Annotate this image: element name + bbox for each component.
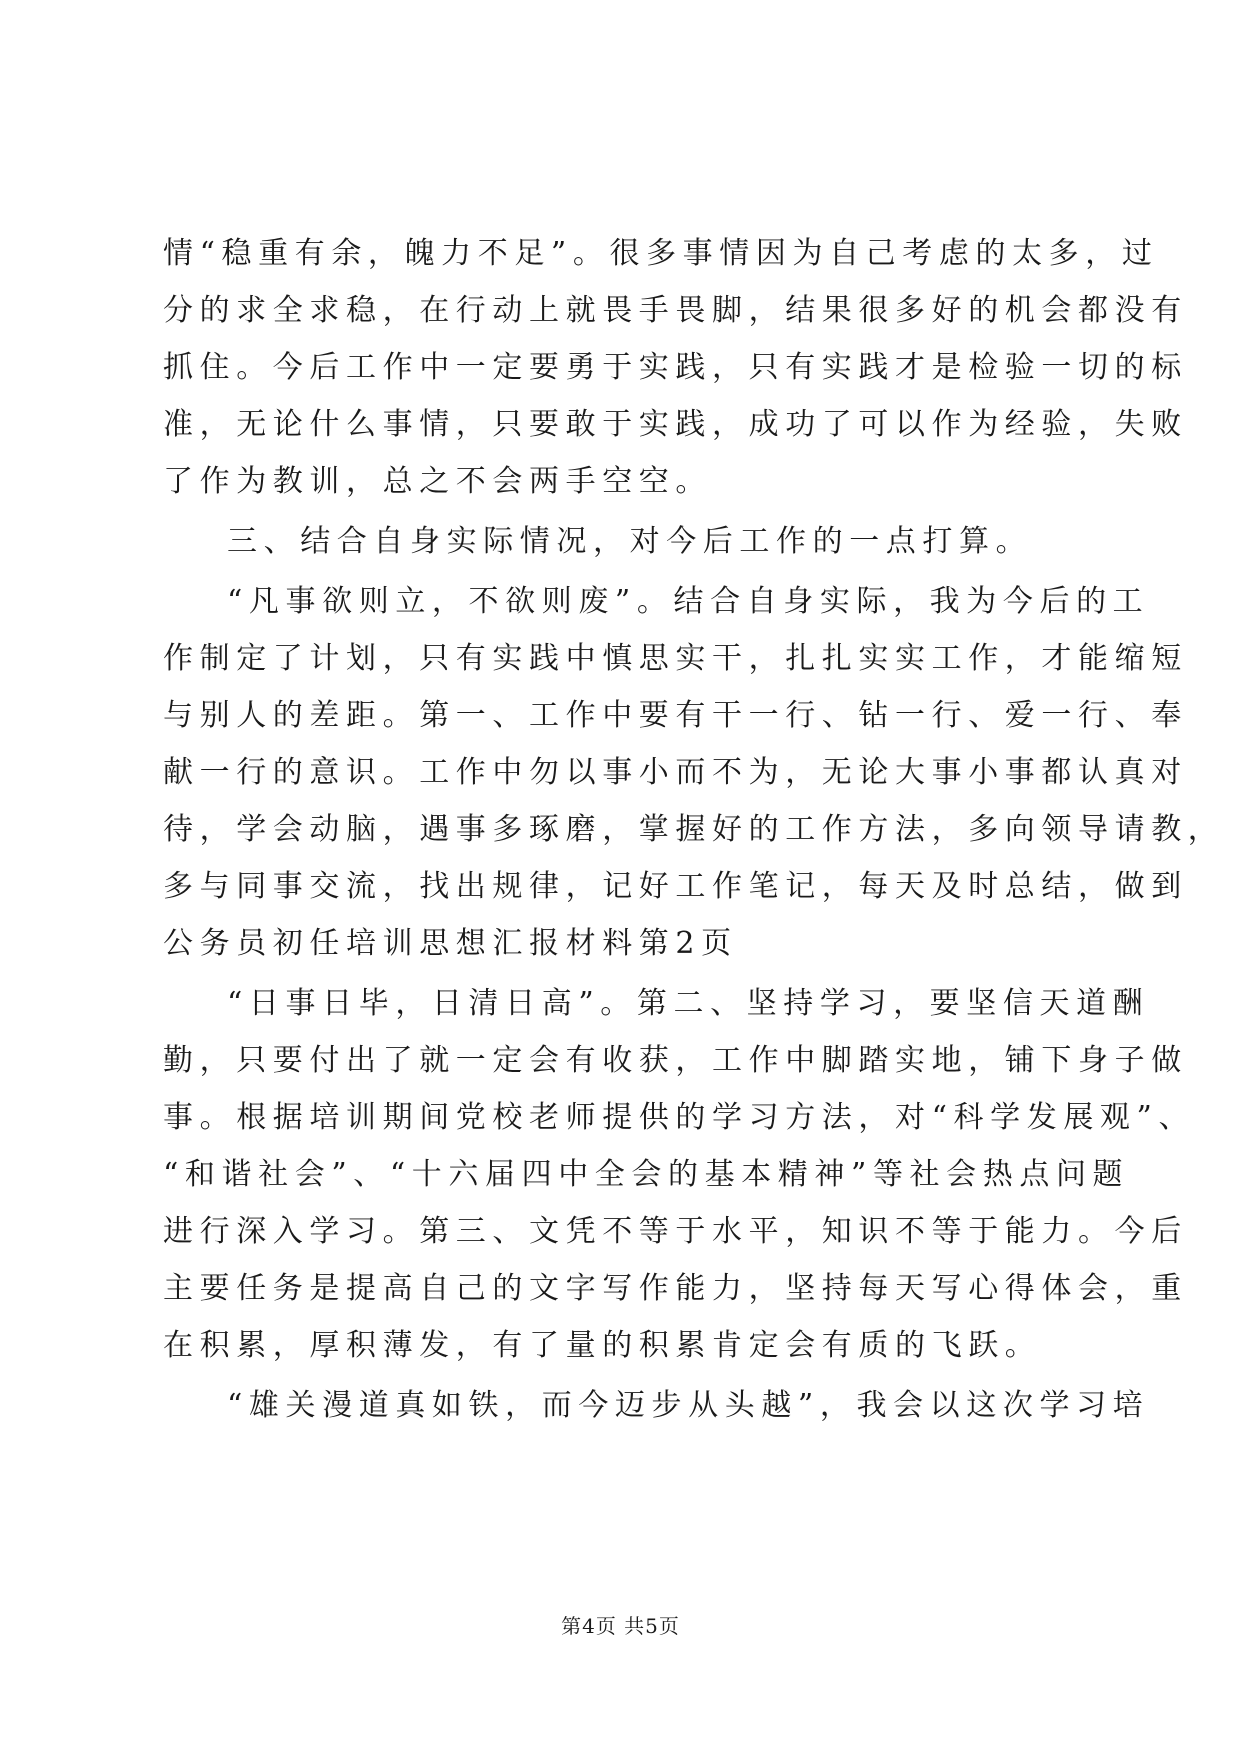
paragraph-line: 分的求全求稳，在行动上就畏手畏脚，结果很多好的机会都没有: [163, 293, 1188, 328]
paragraph-line: 勤，只要付出了就一定会有收获，工作中脚踏实地，铺下身子做: [163, 1043, 1188, 1078]
document-body: [163, 225, 1225, 1434]
paragraph-line: 作制定了计划，只有实践中慎思实干，扎扎实实工作，才能缩短: [163, 641, 1188, 676]
paragraph-line: 事。根据培训期间党校老师提供的学习方法，对“科学发展观”、: [163, 1100, 1196, 1135]
paragraph-line: 待，学会动脑，遇事多琢磨，掌握好的工作方法，多向领导请教，: [163, 812, 1225, 847]
paragraph-line: 在积累，厚积薄发，有了量的积累肯定会有质的飞跃。: [163, 1328, 1042, 1363]
section-heading: 三、结合自身实际情况，对今后工作的一点打算。: [227, 524, 1033, 559]
inline-page-title: 公务员初任培训思想汇报材料第2页: [163, 926, 738, 961]
paragraph-line: “雄关漫道真如铁，而今迈步从头越”，我会以这次学习培: [227, 1388, 1150, 1423]
paragraph-line: 与别人的差距。第一、工作中要有干一行、钻一行、爱一行、奉: [163, 698, 1188, 733]
paragraph-line: 献一行的意识。工作中勿以事小而不为，无论大事小事都认真对: [163, 755, 1188, 790]
paragraph-line: 情“稳重有余，魄力不足”。很多事情因为自己考虑的太多，过: [163, 236, 1159, 271]
paragraph-line: “凡事欲则立，不欲则废”。结合自身实际，我为今后的工: [227, 584, 1150, 619]
paragraph-line: 主要任务是提高自己的文字写作能力，坚持每天写心得体会，重: [163, 1271, 1188, 1306]
paragraph-line: 准，无论什么事情，只要敢于实践，成功了可以作为经验，失败: [163, 407, 1188, 442]
paragraph-line: 抓住。今后工作中一定要勇于实践，只有实践才是检验一切的标: [163, 350, 1188, 385]
page-number-footer: 第4页 共5页: [561, 1614, 680, 1638]
paragraph-line: “和谐社会”、“十六届四中全会的基本精神”等社会热点问题: [163, 1157, 1130, 1192]
paragraph-line: 了作为教训，总之不会两手空空。: [163, 464, 712, 499]
paragraph-line: 进行深入学习。第三、文凭不等于水平，知识不等于能力。今后: [163, 1214, 1188, 1249]
paragraph-line: 多与同事交流，找出规律，记好工作笔记，每天及时总结，做到: [163, 869, 1188, 904]
paragraph-line: “日事日毕，日清日高”。第二、坚持学习，要坚信天道酬: [227, 986, 1150, 1021]
